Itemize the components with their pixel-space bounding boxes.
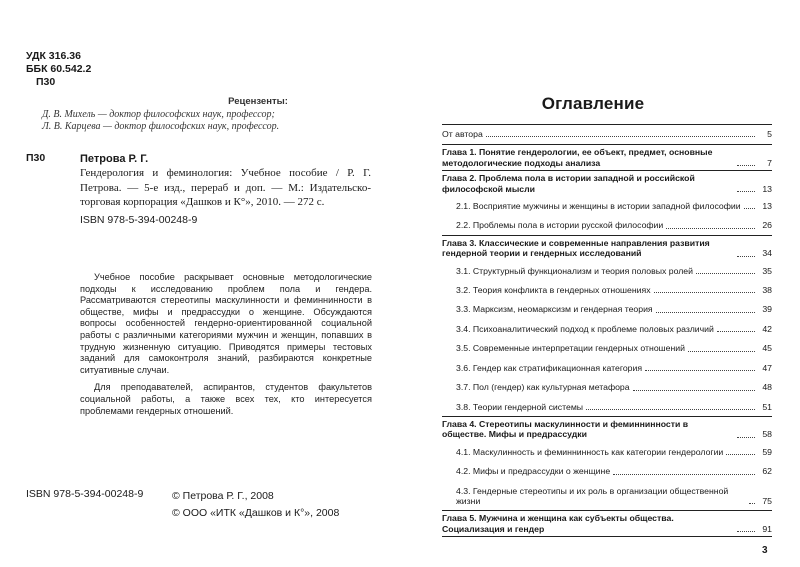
bottom-isbn: ISBN 978-5-394-00248-9 [26, 488, 144, 500]
table-of-contents [442, 124, 772, 537]
toc-entry-title: 3.7. Пол (гендер) как культурная метафора [456, 382, 630, 393]
reviewers-block [28, 96, 368, 133]
copyright-block [172, 488, 339, 522]
dot-leader [726, 454, 755, 455]
toc-entry-title: 3.4. Психоаналитический подход к проблеме половых различий [456, 323, 714, 334]
toc-page-number: 26 [762, 220, 772, 231]
toc-page-number: 75 [762, 495, 772, 506]
dot-leader [696, 273, 755, 274]
toc-section-entry[interactable] [442, 261, 772, 280]
isbn: ISBN 978-5-394-00248-9 [80, 213, 198, 226]
dot-leader [633, 390, 755, 391]
toc-entry-title: Глава 4. Стереотипы маскулинности и феминнинности в обществе. Мифы и предрассудки [442, 418, 689, 440]
toc-entry-title: 3.1. Структурный функционализм и теория половых ролей [456, 265, 693, 276]
dot-leader [717, 331, 755, 332]
toc-page-number: 42 [762, 323, 772, 334]
toc-entry-title: 4.3. Гендерные стереотипы и их роль в организации общественной жизни [456, 485, 729, 506]
toc-page-number: 34 [762, 248, 772, 259]
toc-entry-title: 2.2. Проблемы пола в истории русской философии [456, 220, 664, 231]
bibliographic-description: Гендерология и феминология: Учебное пособие / Р. Г. Петрова. — 5-е изд., перераб и доп. — М.: Издательско-торговая корпорация «Дашков и К°», 2010. — 272 с. [80, 167, 371, 208]
reviewer-line: Д. В. Михель — доктор философских наук, профессор; [42, 109, 275, 120]
classification-codes [26, 50, 91, 89]
dot-leader [613, 474, 755, 475]
dot-leader [744, 208, 755, 209]
toc-page-number: 51 [762, 401, 772, 412]
toc-section-entry[interactable] [442, 461, 772, 480]
toc-page-number: 38 [762, 285, 772, 296]
toc-section-entry[interactable] [442, 442, 772, 461]
dot-leader [737, 531, 755, 532]
annotation [80, 272, 372, 417]
dot-leader [737, 191, 755, 192]
udk-code: УДК 316.36 [26, 50, 81, 62]
dot-leader [737, 256, 755, 257]
toc-chapter-entry[interactable] [442, 144, 772, 170]
toc-page-number: 45 [762, 343, 772, 354]
toc-page-number: 58 [762, 429, 772, 440]
reviewers-title: Рецензенты: [228, 96, 288, 107]
toc-entry-title: 3.8. Теории гендерной системы [456, 401, 584, 412]
dot-leader [749, 503, 755, 504]
toc-section-entry[interactable] [442, 196, 772, 215]
toc-section-entry[interactable] [442, 358, 772, 377]
toc-chapter-entry[interactable] [442, 416, 772, 442]
dot-leader [737, 165, 755, 166]
toc-page-number: 35 [762, 265, 772, 276]
reviewer-line: Л. В. Карцева — доктор философских наук, профессор. [42, 121, 280, 132]
toc-section-entry[interactable] [442, 319, 772, 338]
toc-entry-title: От автора [442, 129, 483, 139]
dot-leader [666, 228, 755, 229]
toc-page-number: 39 [762, 304, 772, 315]
author-sign-code: П30 [36, 76, 56, 88]
toc-entry-title: Глава 2. Проблема пола в истории западной и российской философской мысли [442, 173, 695, 194]
copyright-line: © Петрова Р. Г., 2008 [172, 490, 274, 502]
author-name: Петрова Р. Г. [80, 153, 149, 165]
toc-entry-title: Глава 5. Мужчина и женщина как субъекты общества. Социализация и гендер [442, 513, 674, 534]
toc-entry-title: 3.5. Современные интерпретации гендерных отношений [456, 343, 685, 354]
right-page [400, 0, 800, 567]
record-code: П30 [26, 152, 46, 164]
toc-page-number: 48 [762, 382, 772, 393]
toc-section-entry[interactable] [442, 397, 772, 416]
toc-section-entry[interactable] [442, 481, 772, 511]
toc-chapter-entry[interactable] [442, 125, 772, 144]
toc-page-number: 59 [762, 446, 772, 457]
toc-page-number: 5 [767, 129, 772, 139]
bibliographic-record [26, 152, 371, 226]
toc-page-number: 13 [762, 201, 772, 212]
toc-page-number: 62 [762, 466, 772, 477]
toc-section-entry[interactable] [442, 215, 772, 234]
annotation-paragraph: Для преподавателей, аспирантов, студентов факультетов социальной работы, а также всех тех, кто интересуется проблемами гендерных отношений. [80, 382, 372, 416]
dot-leader [645, 370, 755, 371]
toc-section-entry[interactable] [442, 280, 772, 299]
toc-entry-title: 4.1. Маскулинность и феминнинность как категории гендерологии [456, 446, 724, 457]
copyright-line: © ООО «ИТК «Дашков и К°», 2008 [172, 507, 340, 519]
annotation-paragraph: Учебное пособие раскрывает основные методологические подходы к исследованию проблем пола и гендера. Рассматриваются стереотипы маскулинности и феминнинности в обществе, мифы и предрассудки о женщине. Обсуждаются вопросы особенностей гендерно-ориентированной социальной работы с различными категориями мужчин и женщин, попавших в трудную жизненную ситуацию. Приводятся примеры тестовых заданий для самоконтроля знаний, разбираются конкретные ситуативные случаи. [80, 272, 372, 375]
toc-chapter-entry[interactable] [442, 510, 772, 536]
toc-section-entry[interactable] [442, 299, 772, 318]
toc-page-number: 13 [762, 183, 772, 194]
page-number: 3 [762, 545, 768, 556]
toc-page-number: 91 [762, 523, 772, 534]
toc-page-number: 7 [767, 157, 772, 168]
toc-title: Оглавление [541, 94, 645, 113]
dot-leader [737, 437, 755, 438]
dot-leader [486, 136, 755, 137]
toc-entry-title: 2.1. Восприятие мужчины и женщины в истории западной философии [456, 201, 741, 212]
toc-page-number: 47 [762, 362, 772, 373]
dot-leader [688, 351, 755, 352]
dot-leader [654, 292, 755, 293]
bbk-code: ББК 60.542.2 [26, 63, 92, 75]
toc-section-entry[interactable] [442, 377, 772, 396]
dot-leader [586, 409, 755, 410]
dot-leader [656, 312, 755, 313]
toc-section-entry[interactable] [442, 338, 772, 357]
toc-chapter-entry[interactable] [442, 170, 772, 196]
toc-entry-title: Глава 1. Понятие гендерологии, ее объект, предмет, основные методологические подходы анализа [442, 147, 713, 168]
toc-entry-title: Глава 3. Классические и современные направления развития гендерной теории и гендерных исследований [442, 237, 710, 259]
toc-entry-title: 3.3. Марксизм, неомарксизм и гендерная теория [456, 304, 653, 315]
toc-entry-title: 3.6. Гендер как стратификационная категория [456, 362, 643, 373]
toc-chapter-entry[interactable] [442, 235, 772, 261]
toc-entry-title: 3.2. Теория конфликта в гендерных отношениях [456, 285, 651, 296]
toc-entry-title: 4.2. Мифы и предрассудки о женщине [456, 466, 611, 477]
